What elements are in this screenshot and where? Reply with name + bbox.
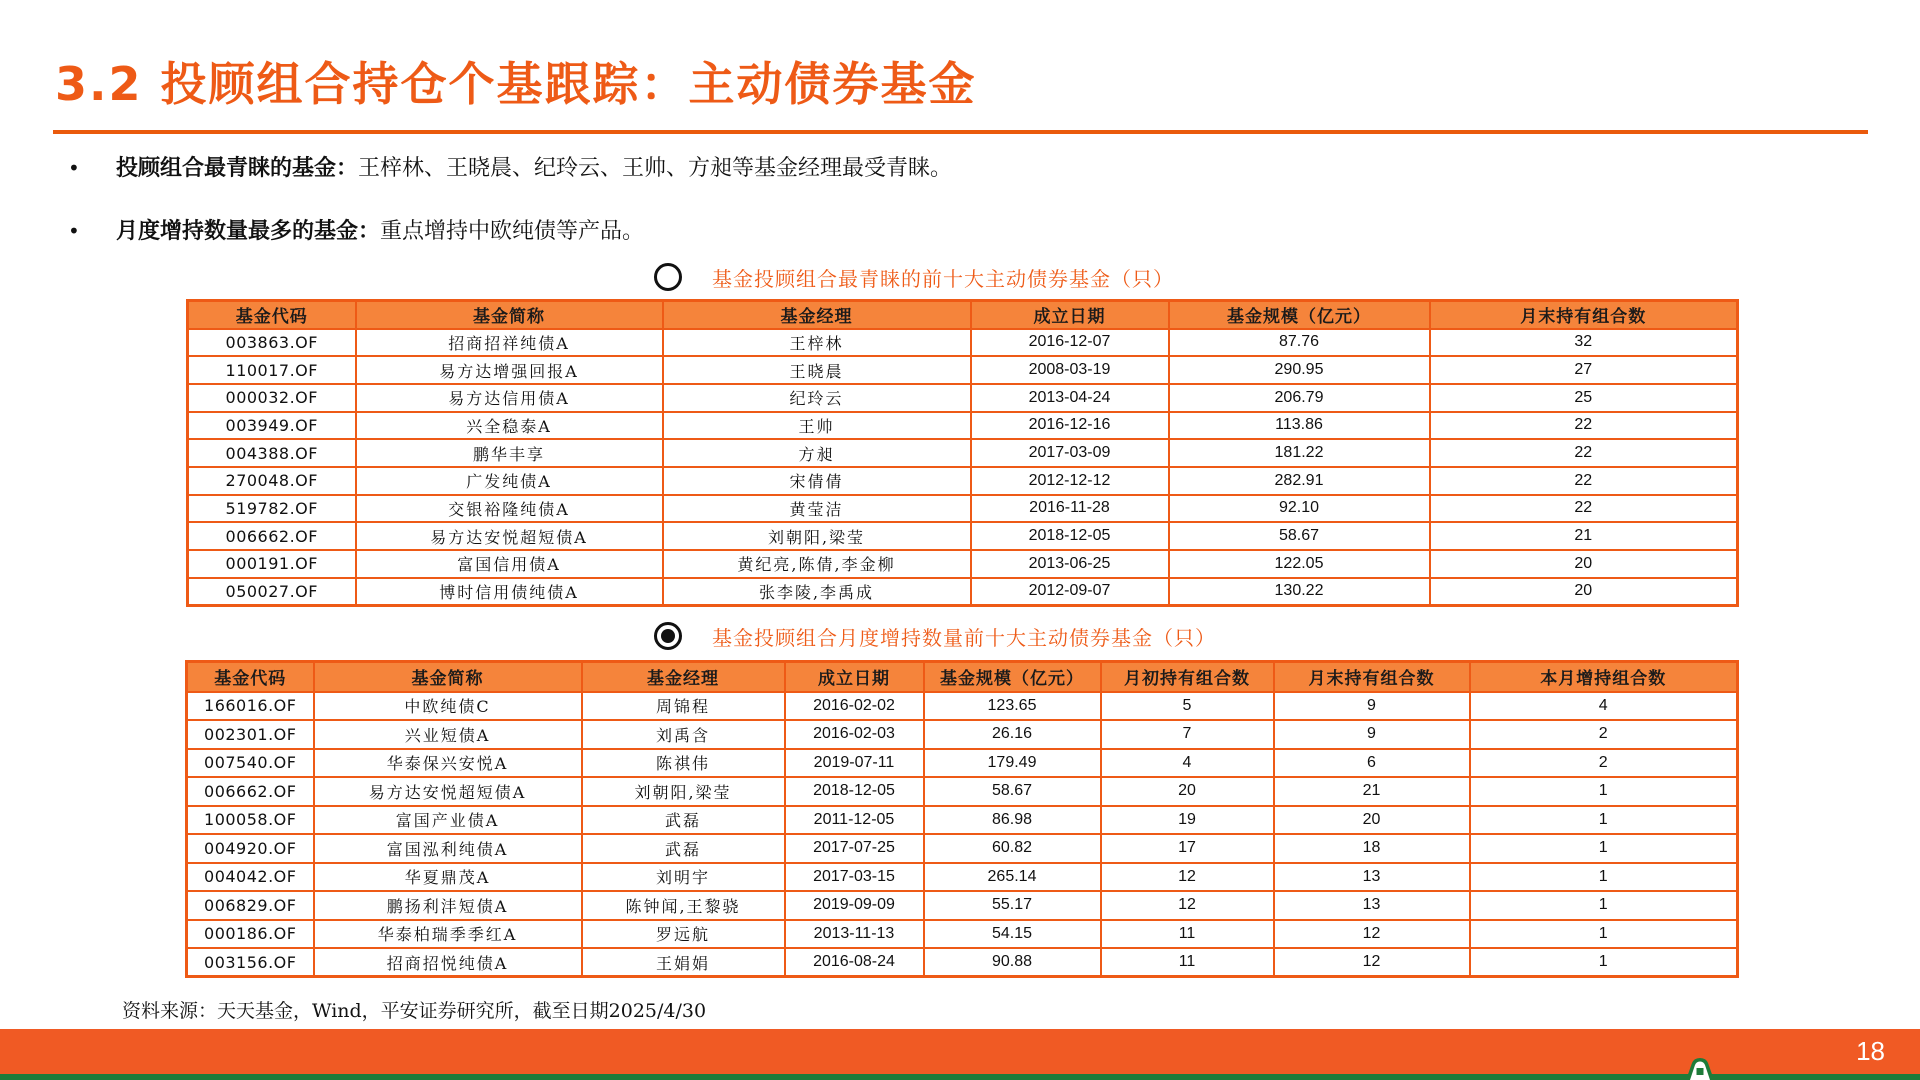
table-row (188, 578, 1738, 606)
fund-size-cell: 90.88 (924, 948, 1101, 977)
table-row (187, 834, 1738, 863)
inception-date-cell: 2017-03-09 (971, 439, 1169, 467)
fund-code-cell: 166016.OF (187, 692, 314, 721)
fund-code-cell: 003863.OF (188, 329, 356, 357)
table2-caption-text: 基金投顾组合月度增持数量前十大主动债券基金（只） (712, 625, 1216, 650)
inception-date-cell: 2011-12-05 (785, 806, 924, 835)
header-fund-code: 基金代码 (187, 662, 314, 692)
fund-code-cell: 050027.OF (188, 578, 356, 606)
fund-code-cell: 270048.OF (188, 467, 356, 495)
monthly-increase-cell: 1 (1470, 948, 1738, 977)
fund-code-cell: 006662.OF (187, 777, 314, 806)
month-start-holders-cell: 4 (1101, 749, 1274, 778)
inception-date-cell: 2012-12-12 (971, 467, 1169, 495)
fund-code-cell: 003156.OF (187, 948, 314, 977)
fund-code-cell: 002301.OF (187, 720, 314, 749)
fund-size-cell: 282.91 (1169, 467, 1430, 495)
inception-date-cell: 2019-07-11 (785, 749, 924, 778)
fund-manager-cell: 纪玲云 (663, 384, 971, 412)
fund-code-cell: 003949.OF (188, 412, 356, 440)
inception-date-cell: 2019-09-09 (785, 891, 924, 920)
header-fund-name: 基金简称 (356, 301, 663, 329)
inception-date-cell: 2008-03-19 (971, 356, 1169, 384)
month-end-holders-cell: 20 (1274, 806, 1470, 835)
fund-size-cell: 58.67 (1169, 522, 1430, 550)
fund-code-cell: 004920.OF (187, 834, 314, 863)
fund-manager-cell: 刘禹含 (582, 720, 785, 749)
month-start-holders-cell: 5 (1101, 692, 1274, 721)
footer-green-stripe (0, 1074, 1920, 1080)
table-row (188, 356, 1738, 384)
radio-selected-icon (654, 622, 682, 650)
month-start-holders-cell: 17 (1101, 834, 1274, 863)
fund-name-cell: 华泰柏瑞季季红A (314, 920, 582, 949)
data-source-note: 资料来源：天天基金，Wind，平安证券研究所，截至日期2025/4/30 (122, 1000, 707, 1022)
monthly-increase-cell: 2 (1470, 749, 1738, 778)
fund-size-cell: 290.95 (1169, 356, 1430, 384)
fund-name-cell: 兴业短债A (314, 720, 582, 749)
table-row (188, 329, 1738, 357)
header-month-start-holders: 月初持有组合数 (1101, 662, 1274, 692)
table-row (187, 948, 1738, 977)
monthly-increase-cell: 1 (1470, 920, 1738, 949)
month-end-holders-cell: 20 (1430, 550, 1738, 578)
table-row (188, 495, 1738, 523)
inception-date-cell: 2017-07-25 (785, 834, 924, 863)
page-number: 18 (1856, 1036, 1885, 1066)
month-end-holders-cell: 22 (1430, 439, 1738, 467)
inception-date-cell: 2016-12-16 (971, 412, 1169, 440)
fund-name-cell: 华泰保兴安悦A (314, 749, 582, 778)
fund-size-cell: 181.22 (1169, 439, 1430, 467)
fund-size-cell: 58.67 (924, 777, 1101, 806)
monthly-increase-cell: 4 (1470, 692, 1738, 721)
fund-size-cell: 87.76 (1169, 329, 1430, 357)
bullet-dot-icon: • (68, 219, 80, 243)
fund-manager-cell: 黄莹洁 (663, 495, 971, 523)
month-end-holders-cell: 22 (1430, 495, 1738, 523)
fund-size-cell: 122.05 (1169, 550, 1430, 578)
fund-size-cell: 113.86 (1169, 412, 1430, 440)
inception-date-cell: 2017-03-15 (785, 863, 924, 892)
radio-empty-icon (654, 263, 682, 291)
fund-size-cell: 130.22 (1169, 578, 1430, 606)
fund-size-cell: 206.79 (1169, 384, 1430, 412)
inception-date-cell: 2016-02-03 (785, 720, 924, 749)
month-end-holders-cell: 9 (1274, 692, 1470, 721)
fund-name-cell: 华夏鼎茂A (314, 863, 582, 892)
month-end-holders-cell: 18 (1274, 834, 1470, 863)
bullet-favorite-funds (68, 153, 952, 184)
table-row (188, 522, 1738, 550)
fund-size-cell: 179.49 (924, 749, 1101, 778)
fund-size-cell: 86.98 (924, 806, 1101, 835)
month-end-holders-cell: 6 (1274, 749, 1470, 778)
month-start-holders-cell: 11 (1101, 920, 1274, 949)
inception-date-cell: 2012-09-07 (971, 578, 1169, 606)
table1-caption (654, 262, 1174, 292)
fund-name-cell: 鹏华丰享 (356, 439, 663, 467)
bullet-text: 王梓林、王晓晨、纪玲云、王帅、方昶等基金经理最受青睐。 (358, 156, 953, 181)
month-end-holders-cell: 12 (1274, 948, 1470, 977)
inception-date-cell: 2016-08-24 (785, 948, 924, 977)
table-row (188, 550, 1738, 578)
fund-code-cell: 000032.OF (188, 384, 356, 412)
fund-code-cell: 006662.OF (188, 522, 356, 550)
fund-name-cell: 博时信用债纯债A (356, 578, 663, 606)
month-end-holders-cell: 25 (1430, 384, 1738, 412)
fund-manager-cell: 黄纪亮,陈倩,李金柳 (663, 550, 971, 578)
header-monthly-increase: 本月增持组合数 (1470, 662, 1738, 692)
fund-manager-cell: 武磊 (582, 834, 785, 863)
fund-code-cell: 000191.OF (188, 550, 356, 578)
month-end-holders-cell: 12 (1274, 920, 1470, 949)
inception-date-cell: 2018-12-05 (971, 522, 1169, 550)
month-end-holders-cell: 13 (1274, 863, 1470, 892)
monthly-increase-cell: 1 (1470, 834, 1738, 863)
table-row (187, 891, 1738, 920)
pingan-logo-icon (1686, 1057, 1714, 1080)
fund-manager-cell: 王晓晨 (663, 356, 971, 384)
header-month-end-holders: 月末持有组合数 (1430, 301, 1738, 329)
fund-manager-cell: 王帅 (663, 412, 971, 440)
monthly-increase-cell: 1 (1470, 777, 1738, 806)
inception-date-cell: 2016-02-02 (785, 692, 924, 721)
table-row (187, 777, 1738, 806)
fund-manager-cell: 方昶 (663, 439, 971, 467)
month-start-holders-cell: 7 (1101, 720, 1274, 749)
month-start-holders-cell: 12 (1101, 891, 1274, 920)
favorite-bond-funds-table (186, 299, 1739, 607)
fund-code-cell: 004042.OF (187, 863, 314, 892)
fund-code-cell: 007540.OF (187, 749, 314, 778)
inception-date-cell: 2016-12-07 (971, 329, 1169, 357)
fund-name-cell: 招商招悦纯债A (314, 948, 582, 977)
month-end-holders-cell: 27 (1430, 356, 1738, 384)
header-fund-size: 基金规模（亿元） (924, 662, 1101, 692)
header-fund-code: 基金代码 (188, 301, 356, 329)
header-inception-date: 成立日期 (971, 301, 1169, 329)
month-end-holders-cell: 20 (1430, 578, 1738, 606)
month-start-holders-cell: 12 (1101, 863, 1274, 892)
fund-manager-cell: 宋倩倩 (663, 467, 971, 495)
fund-size-cell: 26.16 (924, 720, 1101, 749)
table-row (187, 720, 1738, 749)
table-header-row (188, 301, 1738, 329)
month-end-holders-cell: 22 (1430, 412, 1738, 440)
fund-size-cell: 123.65 (924, 692, 1101, 721)
fund-name-cell: 富国产业债A (314, 806, 582, 835)
fund-manager-cell: 张李陵,李禹成 (663, 578, 971, 606)
fund-name-cell: 易方达增强回报A (356, 356, 663, 384)
radio-dot-icon (661, 629, 675, 643)
table-row (188, 467, 1738, 495)
fund-size-cell: 55.17 (924, 891, 1101, 920)
bullet-lead: 月度增持数量最多的基金： (116, 219, 381, 244)
header-inception-date: 成立日期 (785, 662, 924, 692)
month-end-holders-cell: 21 (1274, 777, 1470, 806)
page-title: 3.2 投顾组合持仓个基跟踪：主动债券基金 (55, 57, 977, 111)
fund-name-cell: 鹏扬利沣短债A (314, 891, 582, 920)
fund-code-cell: 000186.OF (187, 920, 314, 949)
monthly-increase-cell: 1 (1470, 891, 1738, 920)
fund-name-cell: 中欧纯债C (314, 692, 582, 721)
table2-caption (654, 621, 1216, 651)
inception-date-cell: 2013-11-13 (785, 920, 924, 949)
fund-code-cell: 006829.OF (187, 891, 314, 920)
fund-name-cell: 兴全稳泰A (356, 412, 663, 440)
fund-code-cell: 519782.OF (188, 495, 356, 523)
month-start-holders-cell: 20 (1101, 777, 1274, 806)
fund-size-cell: 60.82 (924, 834, 1101, 863)
footer-bar (0, 1029, 1920, 1074)
bullet-increased-funds (68, 216, 644, 247)
fund-manager-cell: 王娟娟 (582, 948, 785, 977)
fund-code-cell: 004388.OF (188, 439, 356, 467)
bullet-lead: 投顾组合最青睐的基金： (116, 156, 359, 181)
month-end-holders-cell: 13 (1274, 891, 1470, 920)
table-row (187, 806, 1738, 835)
fund-code-cell: 110017.OF (188, 356, 356, 384)
fund-size-cell: 54.15 (924, 920, 1101, 949)
month-end-holders-cell: 32 (1430, 329, 1738, 357)
header-fund-size: 基金规模（亿元） (1169, 301, 1430, 329)
fund-size-cell: 265.14 (924, 863, 1101, 892)
fund-name-cell: 易方达信用债A (356, 384, 663, 412)
table1-caption-text: 基金投顾组合最青睐的前十大主动债券基金（只） (712, 266, 1174, 291)
month-start-holders-cell: 11 (1101, 948, 1274, 977)
title-divider (53, 130, 1868, 134)
header-fund-manager: 基金经理 (663, 301, 971, 329)
monthly-increase-cell: 1 (1470, 806, 1738, 835)
table-row (187, 863, 1738, 892)
month-end-holders-cell: 21 (1430, 522, 1738, 550)
table-row (187, 692, 1738, 721)
header-month-end-holders: 月末持有组合数 (1274, 662, 1470, 692)
monthly-increase-cell: 1 (1470, 863, 1738, 892)
table-row (188, 439, 1738, 467)
fund-manager-cell: 刘朝阳,梁莹 (663, 522, 971, 550)
table-row (187, 749, 1738, 778)
fund-manager-cell: 周锦程 (582, 692, 785, 721)
fund-name-cell: 交银裕隆纯债A (356, 495, 663, 523)
increased-bond-funds-table (185, 660, 1739, 978)
fund-name-cell: 富国泓利纯债A (314, 834, 582, 863)
header-fund-name: 基金简称 (314, 662, 582, 692)
monthly-increase-cell: 2 (1470, 720, 1738, 749)
fund-manager-cell: 武磊 (582, 806, 785, 835)
month-end-holders-cell: 9 (1274, 720, 1470, 749)
fund-manager-cell: 陈祺伟 (582, 749, 785, 778)
table-row (188, 384, 1738, 412)
fund-name-cell: 易方达安悦超短债A (314, 777, 582, 806)
bullet-text: 重点增持中欧纯债等产品。 (380, 219, 645, 244)
fund-name-cell: 易方达安悦超短债A (356, 522, 663, 550)
bullet-dot-icon: • (68, 156, 80, 180)
fund-manager-cell: 陈钟闻,王黎骁 (582, 891, 785, 920)
inception-date-cell: 2013-06-25 (971, 550, 1169, 578)
inception-date-cell: 2013-04-24 (971, 384, 1169, 412)
table-row (188, 412, 1738, 440)
fund-name-cell: 富国信用债A (356, 550, 663, 578)
fund-size-cell: 92.10 (1169, 495, 1430, 523)
fund-code-cell: 100058.OF (187, 806, 314, 835)
fund-name-cell: 招商招祥纯债A (356, 329, 663, 357)
month-end-holders-cell: 22 (1430, 467, 1738, 495)
fund-manager-cell: 王梓林 (663, 329, 971, 357)
fund-name-cell: 广发纯债A (356, 467, 663, 495)
header-fund-manager: 基金经理 (582, 662, 785, 692)
fund-manager-cell: 罗远航 (582, 920, 785, 949)
table-header-row (187, 662, 1738, 692)
inception-date-cell: 2016-11-28 (971, 495, 1169, 523)
inception-date-cell: 2018-12-05 (785, 777, 924, 806)
month-start-holders-cell: 19 (1101, 806, 1274, 835)
fund-manager-cell: 刘朝阳,梁莹 (582, 777, 785, 806)
table-row (187, 920, 1738, 949)
fund-manager-cell: 刘明宇 (582, 863, 785, 892)
